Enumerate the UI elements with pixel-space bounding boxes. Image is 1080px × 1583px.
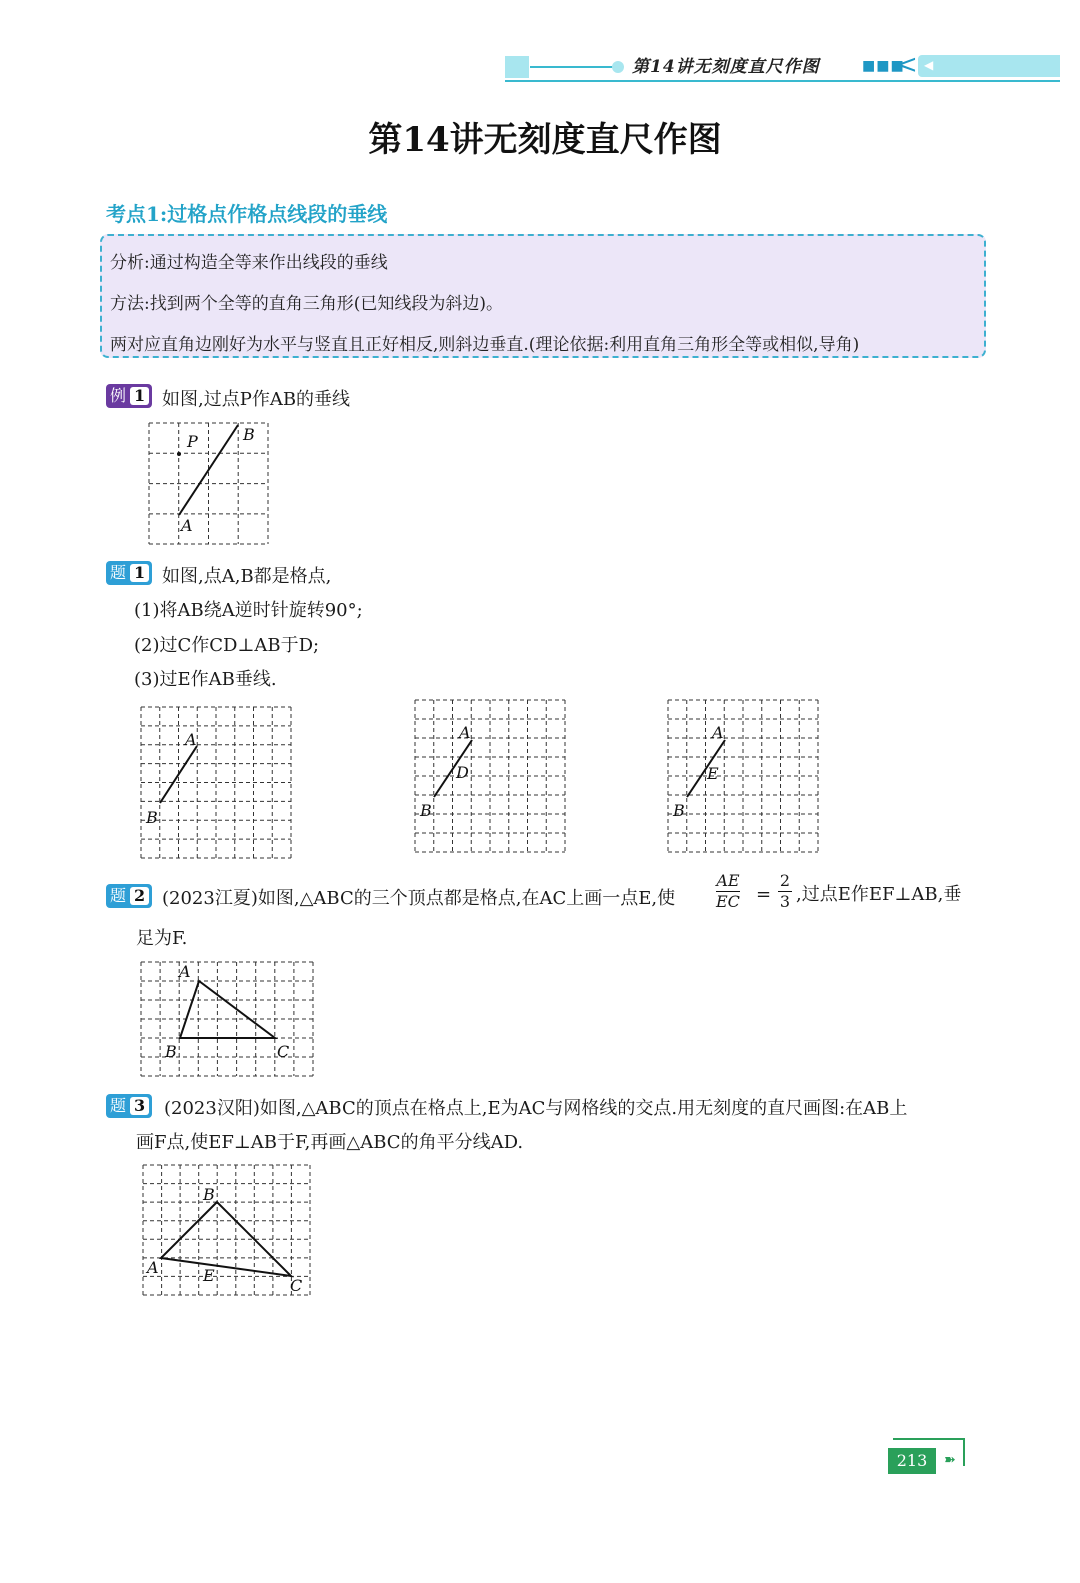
problem1-figure2	[415, 700, 567, 856]
problem1-text: 如图,点A,B都是格点,	[162, 566, 332, 587]
problem2-text-a: (2023江夏)如图,△ABC的三个顶点都是格点,在AC上画一点E,使	[162, 888, 676, 909]
tag-number: 1	[130, 564, 149, 582]
grid	[668, 700, 818, 852]
fraction-denominator: EC	[716, 892, 740, 911]
plug-icon: ➽	[944, 1452, 956, 1468]
label-a: A	[147, 1258, 159, 1277]
problem2-figure	[141, 962, 315, 1078]
tag-number: 3	[130, 1097, 149, 1115]
triangle-abc	[180, 981, 275, 1038]
label-b: B	[420, 801, 432, 820]
section-title: 考点1:过格点作格点线段的垂线	[106, 202, 388, 226]
label-b: B	[243, 425, 255, 444]
label-c: C	[277, 1042, 290, 1061]
problem3-text-a: (2023汉阳)如图,△ABC的顶点在格点上,E为AC与网格线的交点.用无刻度的直尺画图:在AB上	[164, 1098, 908, 1119]
theory-line: 两对应直角边刚好为水平与竖直且正好相反,则斜边垂直.(理论依据:利用直角三角形全等或相似,导角)	[110, 335, 860, 355]
label-b: B	[146, 808, 158, 827]
label-b: B	[165, 1042, 177, 1061]
tag-kind: 题	[110, 1096, 127, 1115]
tag-number: 2	[130, 887, 149, 905]
example-tag	[106, 384, 152, 408]
label-b: B	[673, 801, 685, 820]
point-p	[177, 452, 181, 456]
problem1-sub2: (2)过C作CD⊥AB于D;	[134, 635, 320, 656]
tag-kind: 题	[110, 563, 127, 582]
problem3-figure	[143, 1165, 313, 1297]
label-a: A	[712, 723, 724, 742]
problem1-sub3: (3)过E作AB垂线.	[134, 669, 277, 690]
label-a: A	[179, 962, 191, 981]
problem-tag	[106, 884, 152, 908]
triangle-left-icon: ◀	[924, 58, 934, 72]
grid	[141, 707, 291, 858]
header-squares-icon: ■■■	[862, 58, 905, 74]
label-a: A	[185, 730, 197, 749]
problem1-sub1: (1)将AB绕A逆时针旋转90°;	[134, 600, 363, 621]
analysis-line: 分析:通过构造全等来作出线段的垂线	[110, 253, 388, 273]
fraction-numerator: 2	[779, 871, 791, 890]
segment-ab	[687, 740, 725, 797]
header-rule	[505, 80, 1060, 82]
tag-number: 1	[130, 387, 149, 405]
label-a: A	[459, 723, 471, 742]
fraction-numerator: AE	[716, 871, 740, 890]
problem1-figure1	[141, 707, 293, 863]
method-line: 方法:找到两个全等的直角三角形(已知线段为斜边)。	[110, 294, 503, 314]
problem2-text-b: ,过点E作EF⊥AB,垂	[796, 884, 962, 905]
example1-figure	[149, 423, 269, 545]
analysis-box	[100, 234, 986, 358]
label-c: C	[290, 1276, 303, 1295]
label-b: B	[203, 1185, 215, 1204]
grid	[415, 700, 565, 852]
example1-text: 如图,过点P作AB的垂线	[162, 389, 351, 410]
problem-tag	[106, 561, 152, 585]
fraction-two-thirds	[778, 872, 792, 911]
header-left-block	[505, 56, 529, 78]
header-thin-line	[530, 66, 615, 68]
label-e: E	[203, 1266, 215, 1285]
label-a: A	[181, 516, 193, 535]
problem2-text-c: 足为F.	[136, 928, 188, 949]
page-title: 第14讲无刻度直尺作图	[368, 120, 722, 160]
tag-kind: 题	[110, 886, 127, 905]
label-e: E	[707, 764, 719, 783]
running-header-title: 第14讲无刻度直尺作图	[632, 57, 820, 77]
problem-tag	[106, 1094, 152, 1118]
label-p: P	[187, 432, 198, 451]
page-number: 213	[888, 1448, 936, 1474]
label-d: D	[456, 763, 469, 782]
chevron-left-icon: <	[896, 50, 918, 80]
problem3-text-b: 画F点,使EF⊥AB于F,再画△ABC的角平分线AD.	[136, 1132, 524, 1153]
problem1-figure3	[668, 700, 820, 856]
header-dot	[612, 61, 624, 73]
header-right-block	[918, 55, 1060, 77]
equals-sign: =	[756, 884, 772, 905]
fraction-denominator: 3	[779, 892, 791, 911]
tag-kind: 例	[110, 386, 127, 405]
fraction-ae-ec	[716, 872, 740, 911]
